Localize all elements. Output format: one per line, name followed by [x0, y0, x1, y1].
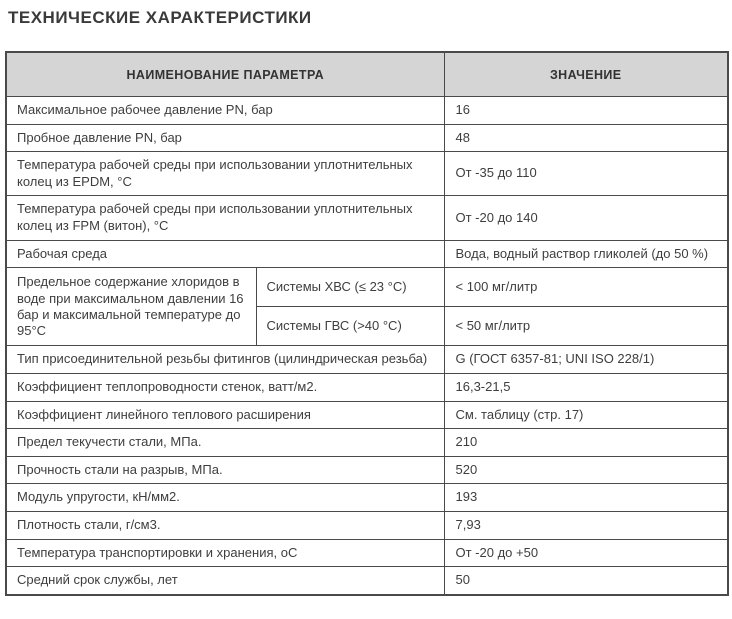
table-row: [6, 196, 728, 240]
page-title: ТЕХНИЧЕСКИЕ ХАРАКТЕРИСТИКИ: [8, 8, 312, 27]
parameter-cell: Прочность стали на разрыв, МПа.: [6, 456, 444, 484]
condition-cell: Системы ГВС (>40 °C): [256, 307, 444, 346]
table-row: [6, 456, 728, 484]
table-row: [6, 567, 728, 595]
value-cell: 210: [444, 429, 728, 457]
table-row: [6, 268, 728, 307]
parameter-cell: Коэффициент теплопроводности стенок, ватт/м2.: [6, 373, 444, 401]
value-cell: 50: [444, 567, 728, 595]
parameter-cell: Коэффициент линейного теплового расширения: [6, 401, 444, 429]
parameter-cell: Температура рабочей среды при использовании уплотнительных колец из FPM (витон), °С: [6, 196, 444, 240]
value-cell: От -20 до 140: [444, 196, 728, 240]
table-row: [6, 96, 728, 124]
parameter-cell: Плотность стали, г/см3.: [6, 512, 444, 540]
header-row: [6, 52, 728, 96]
table-row: [6, 512, 728, 540]
table-row: [6, 484, 728, 512]
condition-cell: Системы ХВС (≤ 23 °C): [256, 268, 444, 307]
value-cell: 7,93: [444, 512, 728, 540]
value-cell: От -20 до +50: [444, 539, 728, 567]
value-cell: 520: [444, 456, 728, 484]
parameter-cell: Пробное давление PN, бар: [6, 124, 444, 152]
table-row: [6, 346, 728, 374]
header-value: ЗНАЧЕНИЕ: [444, 52, 728, 96]
parameter-cell: Рабочая среда: [6, 240, 444, 268]
value-cell: См. таблицу (стр. 17): [444, 401, 728, 429]
parameter-cell: Температура транспортировки и хранения, оС: [6, 539, 444, 567]
value-cell: 16,3-21,5: [444, 373, 728, 401]
parameter-cell: Температура рабочей среды при использовании уплотнительных колец из EPDM, °С: [6, 152, 444, 196]
spec-table: [5, 51, 729, 596]
parameter-cell: Предел текучести стали, МПа.: [6, 429, 444, 457]
table-row: [6, 539, 728, 567]
value-cell: 16: [444, 96, 728, 124]
parameter-cell: Модуль упругости, кН/мм2.: [6, 484, 444, 512]
value-cell: < 100 мг/литр: [444, 268, 728, 307]
table-row: [6, 240, 728, 268]
table-row: [6, 124, 728, 152]
value-cell: 193: [444, 484, 728, 512]
table-row: [6, 429, 728, 457]
parameter-cell: Максимальное рабочее давление PN, бар: [6, 96, 444, 124]
value-cell: < 50 мг/литр: [444, 307, 728, 346]
value-cell: Вода, водный раствор гликолей (до 50 %): [444, 240, 728, 268]
header-parameter: НАИМЕНОВАНИЕ ПАРАМЕТРА: [6, 52, 444, 96]
table-row: [6, 373, 728, 401]
value-cell: От -35 до 110: [444, 152, 728, 196]
parameter-cell: Средний срок службы, лет: [6, 567, 444, 595]
parameter-cell: Предельное содержание хлоридов в воде при максимальном давлении 16 бар и максимальной температуре до 95°С: [6, 268, 256, 346]
value-cell: 48: [444, 124, 728, 152]
table-row: [6, 152, 728, 196]
table-body: [6, 96, 728, 595]
table-row: [6, 401, 728, 429]
value-cell: G (ГОСТ 6357-81; UNI ISO 228/1): [444, 346, 728, 374]
table-header: [6, 52, 728, 96]
parameter-cell: Тип присоединительной резьбы фитингов (цилиндрическая резьба): [6, 346, 444, 374]
